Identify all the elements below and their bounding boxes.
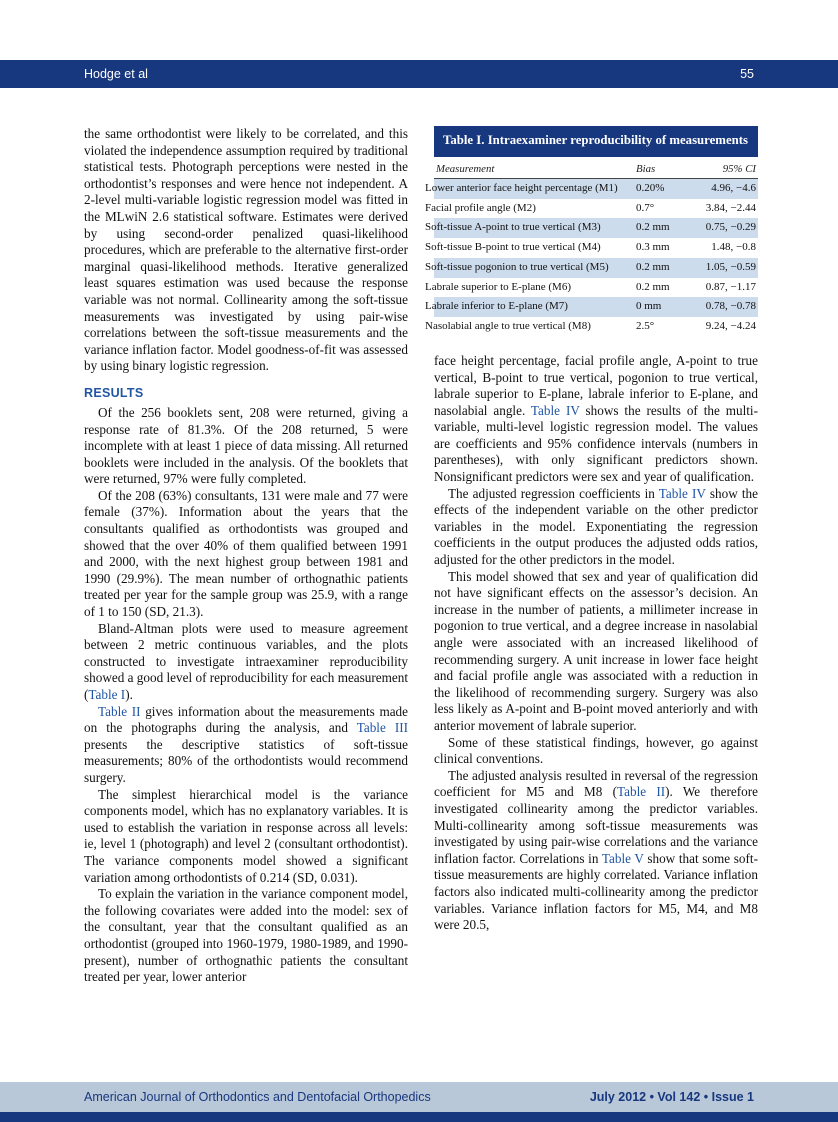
table-cell-measurement: Soft-tissue B-point to true vertical (M4) [425, 241, 601, 254]
table-row [434, 317, 758, 337]
issue-info: July 2012 • Vol 142 • Issue 1 [589, 1090, 754, 1104]
table-cell-bias: 0.20% [636, 181, 665, 194]
table-reference-link[interactable]: Table IV [658, 485, 706, 501]
table-cell-ci: 4.96, −4.6 [711, 181, 756, 194]
text-run: The simplest hierarchical model is the variance components model, which has no explanatory variables. It is used to establish the variation in response across all levels: ie, level 1 (photograph) and level 2 (consultant orthodontist). The variance components model showed a significant variation among orthodontists of 0.214 (SD, 0.031). [84, 786, 408, 885]
journal-name: American Journal of Orthodontics and Dentofacial Orthopedics [84, 1090, 431, 1104]
running-header [0, 60, 838, 88]
table-cell-bias: 0.2 mm [636, 260, 670, 273]
table-cell-bias: 0.7° [636, 201, 655, 214]
table-cell-ci: 0.78, −0.78 [705, 300, 756, 313]
text-run: the same orthodontist were likely to be correlated, and this violated the independence assumption required by traditional statistical tests. Photograph perceptions were nested in the orthodontist’s responses and were hence not independent. A 2-level multi-variable logistic regression model was fitted in the MLwiN 2.6 statistical software. Estimates were derived by using second-order penalized quasi-likelihood procedures, which are preferable to the alternative first-order marginal quasi-likelihood methods. Iterative generalized least squares estimation was used because the response variable was not normal. Collinearity among the soft-tissue measurements was investigated by using pair-wise correlations between the soft-tissue measurements and the variance inflation factor. Model goodness-of-fit was assessed by using binary logistic regression. [84, 126, 408, 374]
paragraph [434, 569, 758, 735]
table-1-header [434, 157, 758, 179]
table-cell-bias: 0.2 mm [636, 280, 670, 293]
table-1-grid [425, 157, 758, 337]
column-header-measurement: Measurement [434, 157, 634, 179]
results-heading: RESULTS [84, 385, 144, 400]
text-run: gives information about the measurements made on the photographs during the analysis, and [84, 703, 408, 736]
table-cell-ci: 1.05, −0.59 [705, 260, 756, 273]
table-reference-link[interactable]: Table I [88, 687, 126, 702]
text-run: ). [125, 687, 133, 702]
page-number: 55 [740, 67, 754, 81]
table-cell-measurement: Soft-tissue pogonion to true vertical (M5) [425, 260, 609, 273]
table-cell-measurement: Soft-tissue A-point to true vertical (M3) [425, 221, 601, 234]
table-row [434, 278, 758, 298]
page-content [84, 126, 758, 986]
paragraph [84, 787, 408, 887]
table-cell-bias: 2.5° [636, 320, 655, 333]
text-run: Of the 208 (63%) consultants, 131 were male and 77 were female (37%). Information about the years that the consultants qualified as orthodontists was grouped and showed that the over 40% of them qualified between 1991 and 2000, with the next highest group between 1981 and 1990 (29.9%). The mean number of orthognathic patients treated per year for the sample group was 25.9, with a range of 1 to 150 (SD, 21.3). [84, 487, 408, 620]
table-cell-ci: 1.48, −0.8 [711, 241, 756, 254]
text-run: This model showed that sex and year of qualification did not have significant effects on the assessor’s decision. An increase in the number of patients, a millimeter increase in pogonion to true vertical, and a degree increase in nasolabial angle were associated with an increased likelihood of recommending surgery. A unit increase in lower face height and facial profile angle was associated with a reduction in the likelihood of recommending surgery. Surgery was also less likely as A-point and B-point moved anteriorly and with anterior movement of labrale superior. [434, 568, 758, 733]
table-header-row [434, 157, 758, 179]
table-reference-link[interactable]: Table V [601, 850, 644, 866]
text-run: Bland-Altman plots were used to measure agreement between 2 metric continuous variables, and the plots constructed to investigate intraexaminer reproducibility showed a good level of reproducibility for each measurement ( [84, 620, 408, 702]
table-cell-measurement: Labrale inferior to E-plane (M7) [425, 300, 568, 313]
left-column-paragraphs [84, 405, 408, 986]
column-header-bias: Bias [634, 157, 690, 179]
table-reference-link[interactable]: Table II [616, 784, 666, 800]
paragraph [84, 886, 408, 986]
text-run: The adjusted analysis resulted in reversal of the regression coefficient for M5 and M8 ( [434, 767, 758, 800]
paragraph [434, 735, 758, 768]
paragraph [84, 704, 408, 787]
table-cell-measurement: Nasolabial angle to true vertical (M8) [425, 320, 591, 333]
table-1 [425, 126, 758, 337]
table-row [434, 218, 758, 238]
table-row [434, 258, 758, 278]
table-row [434, 238, 758, 258]
paragraph [84, 126, 408, 375]
left-column-lead [84, 126, 408, 375]
table-row [434, 297, 758, 317]
page-footer [0, 1082, 838, 1112]
paragraph [84, 405, 408, 488]
table-reference-link[interactable]: Table II [98, 703, 141, 719]
table-cell-bias: 0.2 mm [636, 221, 670, 234]
text-run: face height percentage, facial profile angle, A-point to true vertical, B-point to true vertical, pogonion to true vertical, labrale superior to E-plane, labrale inferior to E-plane, and nasolabial angle. [434, 352, 758, 418]
table-reference-link[interactable]: Table III [356, 720, 409, 736]
table-cell-measurement: Labrale superior to E-plane (M6) [425, 280, 571, 293]
table-cell-ci: 9.24, −4.24 [705, 320, 756, 333]
text-run: presents the descriptive statistics of soft-tissue measurements; 80% of the orthodontists would recommend surgery. [84, 736, 408, 785]
table-cell-measurement: Lower anterior face height percentage (M1) [425, 181, 618, 194]
column-header-ci: 95% CI [690, 157, 758, 179]
table-reference-link[interactable]: Table IV [530, 402, 580, 418]
table-cell-bias: 0 mm [636, 300, 662, 313]
text-run: To explain the variation in the variance component model, the following covariates were added into the model: sex of the consultant, year that the consultant qualified as an orthodontist (grouped into 1960-1979, 1980-1989, and 1990-present), number of orthognathic patients the consultant treated per year, lower anterior [84, 886, 408, 985]
text-run: Of the 256 booklets sent, 208 were returned, giving a response rate of 81.3%. Of the 208 returned, 5 were incomplete with at least 1 piece of data missing. All returned booklets were included in the analysis. Of the booklets that were returned, 97% were fully completed. [84, 404, 408, 487]
table-cell-ci: 0.75, −0.29 [705, 221, 756, 234]
paragraph [84, 488, 408, 621]
table-cell-bias: 0.3 mm [636, 241, 670, 254]
footer-accent-strip [0, 1112, 838, 1122]
paragraph [84, 621, 408, 704]
left-column [84, 126, 408, 986]
text-run: show the effects of the independent variable on the other predictor variables in the model. Exponentiating the regression coefficients in the output produces the adjusted odds ratios, adjusted for the other predictors in the model. [434, 485, 759, 568]
text-run: Some of these statistical findings, however, go against clinical conventions. [434, 734, 758, 767]
text-run: shows the results of the multi-variable, multi-level logistic regression model. The values are coefficients and 95% confidence intervals (numbers in parentheses), with only significant predictors shown. Nonsignificant predictors were sex and year of qualification. [434, 402, 758, 485]
running-head-authors: Hodge et al [84, 67, 148, 81]
table-cell-ci: 3.84, −2.44 [705, 201, 756, 214]
table-cell-ci: 0.87, −1.17 [705, 280, 756, 293]
paragraph [434, 768, 758, 934]
table-cell-measurement: Facial profile angle (M2) [425, 201, 536, 214]
paragraph [434, 486, 758, 569]
table-row [434, 199, 758, 219]
right-column [425, 126, 759, 986]
text-run: show that some soft-tissue measurements are highly correlated. Variance inflation factors also indicated multi-collinearity among the predictor variables. Variance inflation factors for M5, M4, and M8 were 20.5, [434, 850, 758, 933]
text-run: ). We therefore investigated collinearity among the predictor variables. Multi-collinearity among soft-tissue measurements was investigated by using pair-wise correlations and the variance inflation factor. Correlations in [434, 784, 758, 866]
paragraph [434, 353, 758, 486]
table-1-caption: Table I. Intraexaminer reproducibility of measurements [434, 126, 758, 157]
right-column-paragraphs [434, 353, 758, 934]
table-row [434, 178, 758, 198]
text-run: The adjusted regression coefficients in [448, 485, 659, 501]
table-1-body [425, 178, 758, 337]
